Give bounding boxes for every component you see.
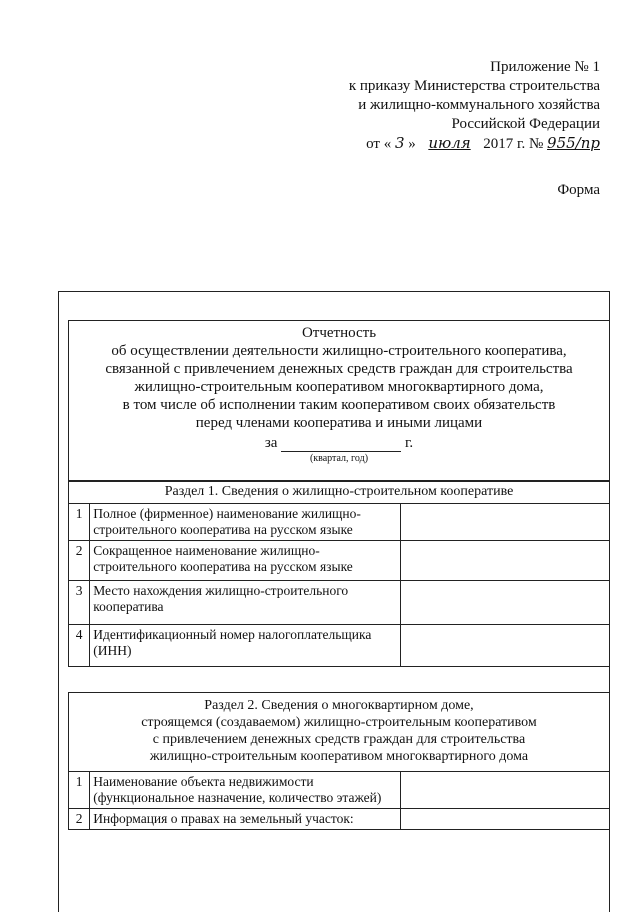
section2-title-box (68, 692, 610, 772)
form-label: Форма (557, 182, 600, 198)
order-date-line: от « 3 » июля 2017 г. № 955/пр (366, 134, 600, 152)
section1-table (68, 503, 610, 667)
section2-title-3: с привлечением денежных средств граждан для строительства (152, 732, 526, 747)
section2-table (68, 771, 610, 830)
table-row (69, 772, 610, 809)
period-input[interactable] (281, 437, 401, 452)
table-row (69, 625, 610, 667)
row-value-cell[interactable] (400, 504, 609, 541)
report-subtitle-1: об осуществлении деятельности жилищно-строительного кооператива, (111, 343, 567, 359)
date-month: июля (428, 134, 471, 152)
table-row (69, 504, 610, 541)
section2-title-1: Раздел 2. Сведения о многоквартирном доме, (204, 698, 474, 713)
appendix-header (349, 58, 600, 154)
order-number: 955/пр (547, 134, 600, 152)
section2-title-4: жилищно-строительным кооперативом многоквартирного дома (149, 749, 529, 764)
row-number: 2 (69, 809, 90, 830)
row-number: 2 (69, 541, 90, 581)
row-value-cell[interactable] (400, 772, 609, 809)
period-hint: (квартал, год) (309, 453, 369, 464)
table-row (69, 581, 610, 625)
report-subtitle-3: жилищно-строительным кооперативом многоквартирного дома, (134, 379, 544, 395)
row-value-cell[interactable] (400, 541, 609, 581)
row-value-cell[interactable] (400, 809, 609, 830)
row-label: Информация о правах на земельный участок: (90, 809, 400, 830)
row-label: Полное (фирменное) наименование жилищно-строительного кооператива на русском языке (90, 504, 400, 541)
row-label: Сокращенное наименование жилищно-строительного кооператива на русском языке (90, 541, 400, 581)
row-value-cell[interactable] (400, 625, 609, 667)
date-day: 3 (394, 134, 405, 152)
row-number: 4 (69, 625, 90, 667)
row-number: 1 (69, 504, 90, 541)
row-label: Идентификационный номер налогоплательщика (ИНН) (90, 625, 400, 667)
section1-title: Раздел 1. Сведения о жилищно-строительном кооперативе (68, 480, 610, 504)
order-ministry-line: к приказу Министерства строительства (348, 78, 600, 94)
report-period-line: за г. (264, 435, 414, 451)
appendix-title: Приложение № 1 (490, 59, 600, 75)
row-label: Место нахождения жилищно-строительного кооператива (90, 581, 400, 625)
report-subtitle-2: связанной с привлечением денежных средств граждан для строительства (105, 361, 573, 377)
row-number: 3 (69, 581, 90, 625)
row-number: 1 (69, 772, 90, 809)
section2-title-2: строящемся (создаваемом) жилищно-строительным кооперативом (141, 715, 537, 730)
report-subtitle-4: в том числе об исполнении таким кооперативом своих обязательств (122, 397, 556, 413)
report-title: Отчетность (301, 325, 377, 341)
report-subtitle-5: перед членами кооператива и иными лицами (195, 415, 483, 431)
row-label: Наименование объекта недвижимости (функциональное назначение, количество этажей) (90, 772, 400, 809)
order-ministry-line-2: и жилищно-коммунального хозяйства (358, 97, 600, 113)
row-value-cell[interactable] (400, 581, 609, 625)
order-country-line: Российской Федерации (451, 116, 600, 132)
table-row (69, 541, 610, 581)
report-title-box (68, 320, 610, 482)
table-row (69, 809, 610, 830)
